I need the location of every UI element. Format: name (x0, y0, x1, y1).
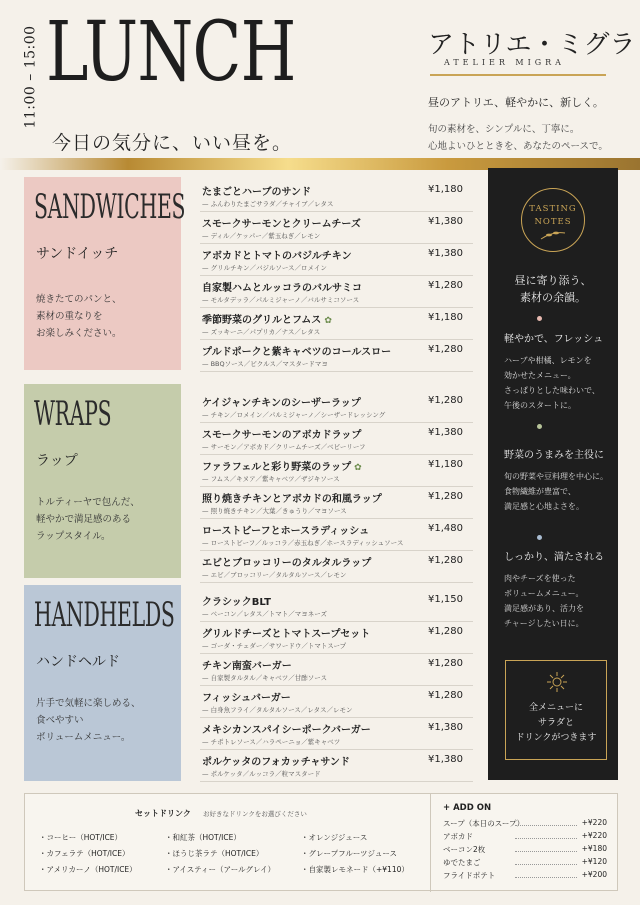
drink-option: ・オレンジジュース (301, 833, 368, 842)
menu-item-title: 季節野菜のグリルとフムス (202, 315, 322, 326)
menu-item-title: エビとブロッコリーのタルタルラップ (202, 558, 372, 569)
included-notice-box (505, 660, 607, 760)
category-panel-sandwiches (24, 177, 186, 370)
menu-item-title: たまごとハーブのサンド (202, 187, 311, 198)
category-description (36, 494, 176, 545)
desc-line: トルティーヤで包んだ、 (36, 497, 140, 508)
menu-item-name (202, 490, 382, 505)
panel-divider (430, 794, 431, 892)
drink-option: ・自家製レモネード（+¥110） (301, 865, 409, 874)
menu-item-ingredients: — 照り焼きチキン／大葉／きゅうり／マヨソース (202, 507, 347, 515)
menu-item-price: ¥1,180 (428, 312, 463, 323)
tasting-note (504, 330, 614, 413)
menu-item-ingredients: — ディル／ケッパー／紫玉ねぎ／レモン (202, 232, 321, 240)
menu-item-name (202, 183, 311, 198)
note-heading: しっかり、満たされる (504, 552, 604, 563)
menu-item (200, 244, 473, 276)
note-line: ハーブや柑橘、レモンを (504, 356, 592, 365)
menu-item-title: グリルドチーズとトマトスープセット (202, 629, 371, 640)
menu-item-price: ¥1,280 (428, 280, 463, 291)
note-line: 肉やチーズを使った (504, 574, 576, 583)
desc-line: 軽やかで満足感のある (36, 514, 132, 525)
menu-item-title: ローストビーフとホースラディッシュ (202, 526, 370, 537)
menu-item-ingredients: — サーモン／アボカド／クリームチーズ／ベビーリーフ (202, 443, 366, 451)
menu-item-price: ¥1,180 (428, 184, 463, 195)
menu-item-ingredients: — BBQソース／ピクルス／マスタードマヨ (202, 360, 328, 368)
addon-price: +¥220 (581, 818, 607, 827)
menu-item-title: スモークサーモンとクリームチーズ (202, 219, 361, 230)
menu-item-ingredients: — 自家製タルタル／キャベツ／甘酢ソース (202, 674, 327, 682)
menu-item-price: ¥1,150 (428, 594, 463, 605)
menu-item-price: ¥1,380 (428, 754, 463, 765)
desc-line: 焼きたてのパンと、 (36, 294, 122, 305)
menu-item-name (202, 522, 369, 537)
category-title-jp: ラップ (36, 453, 78, 469)
set-drink-title: セットドリンク (135, 809, 191, 818)
menu-item-price: ¥1,380 (428, 722, 463, 733)
menu-item-name (202, 279, 362, 294)
menu-item-ingredients: — 白身魚フライ／タルタルソース／レタス／レモン (202, 706, 353, 714)
menu-item-ingredients: — チキン／ロメイン／パルミジャーノ／シーザードレッシング (202, 411, 386, 419)
badge-line: TASTING (529, 204, 577, 214)
drink-option: ・アメリカーノ（HOT/ICE） (39, 865, 137, 874)
menu-item-name (202, 247, 352, 262)
menu-item (200, 654, 473, 686)
note-dot-icon (537, 316, 542, 321)
menu-item-name (202, 458, 362, 473)
hours-text: 11:00 – 15:00 (23, 25, 39, 129)
menu-item-ingredients: — チポトレソース／ハラペーニョ／紫キャベツ (202, 738, 341, 746)
drink-option: ・和紅茶（HOT/ICE） (165, 833, 241, 842)
leader-dots (515, 838, 577, 839)
page-title: LUNCH (46, 5, 296, 100)
leader-dots (515, 864, 577, 865)
intro-line: 心地よいひとときを、あなたのペースで。 (428, 141, 608, 152)
brand-name: アトリエ・ミグラ (428, 30, 636, 60)
menu-item (200, 590, 473, 622)
sun-icon (546, 671, 568, 693)
menu-item-name (202, 554, 371, 569)
menu-item-ingredients: — ベーコン／レタス／トマト／マヨネーズ (202, 610, 327, 618)
addon-price: +¥220 (581, 831, 607, 840)
vegetarian-leaf-icon: ✿ (324, 316, 332, 326)
menu-item-price: ¥1,280 (428, 690, 463, 701)
menu-item-price: ¥1,280 (428, 658, 463, 669)
menu-item-title: スモークサーモンのアボカドラップ (202, 430, 362, 441)
menu-item-price: ¥1,280 (428, 491, 463, 502)
menu-item-title: メキシカンスパイシーポークバーガー (202, 725, 371, 736)
menu-item-price: ¥1,380 (428, 427, 463, 438)
menu-item-name (202, 343, 391, 358)
note-line: さっぱりとした味わいで、 (504, 386, 600, 395)
menu-item (200, 180, 473, 212)
note-line: 効かせたメニュー。 (504, 371, 576, 380)
category-panel-handhelds (24, 585, 181, 781)
notice-line: ドリンクがつきます (515, 733, 597, 743)
menu-item-ingredients: — ゴーダ・チェダー／サワードウ／トマトスープ (202, 642, 347, 650)
note-dot-icon (537, 424, 542, 429)
addon-price: +¥120 (581, 857, 607, 866)
addon-item (443, 857, 611, 868)
addon-price: +¥200 (581, 870, 607, 879)
menu-item-name (202, 721, 371, 736)
menu-item-ingredients: — ふんわりたまごサラダ／チャイブ／レタス (202, 200, 334, 208)
menu-item (200, 212, 473, 244)
addon-name: ゆでたまご (443, 858, 481, 867)
menu-item-title: プルドポークと紫キャベツのコールスロー (202, 347, 392, 358)
menu-item (200, 750, 473, 782)
desc-line: 片手で気軽に楽しめる、 (36, 698, 141, 709)
category-title-jp: サンドイッチ (36, 246, 119, 262)
menu-item-title: ポルケッタのフォカッチャサンド (202, 757, 350, 768)
notice-line: 全メニューに (528, 703, 583, 713)
vegetarian-leaf-icon: ✿ (354, 463, 362, 473)
addon-name: ベーコン2枚 (443, 845, 486, 854)
drink-option: ・コーヒー（HOT/ICE） (39, 833, 123, 842)
desc-line: ラップスタイル。 (36, 531, 111, 542)
intro-body (428, 121, 628, 155)
tasting-note (504, 548, 614, 631)
drink-option: ・カフェラテ（HOT/ICE） (39, 849, 130, 858)
menu-item (200, 551, 473, 583)
addon-name: フライドポテト (443, 871, 496, 880)
menu-item (200, 622, 473, 654)
tagline: 今日の気分に、いい昼を。 (52, 132, 293, 154)
drink-option: ・ほうじ茶ラテ（HOT/ICE） (165, 849, 264, 858)
menu-item-price: ¥1,480 (428, 523, 463, 534)
menu-item (200, 686, 473, 718)
menu-item-title: フィッシュバーガー (202, 693, 291, 704)
menu-item (200, 340, 473, 372)
brand-subtitle: ATELIER MIGRA (444, 58, 565, 67)
note-line: 旬の野菜や豆料理を中心に。 (504, 472, 608, 481)
category-description (36, 695, 176, 746)
addon-name: スープ（本日のスープ） (443, 819, 525, 828)
addon-name: アボカド (443, 832, 473, 841)
intro-lead: 昼のアトリエ、軽やかに、新しく。 (428, 96, 604, 109)
leader-dots (515, 851, 577, 852)
menu-item-name (202, 311, 332, 326)
menu-item-name (202, 625, 370, 640)
menu-item-ingredients: — ポルケッタ／ルッコラ／粒マスタード (202, 770, 321, 778)
category-title-jp: ハンドヘルド (36, 654, 120, 670)
menu-item (200, 519, 473, 551)
leaf-branch-icon (539, 229, 567, 241)
included-notice-text (506, 701, 606, 746)
desc-line: 食べやすい (36, 715, 84, 726)
category-title-en: HANDHELDS (34, 595, 175, 635)
tasting-title (488, 272, 618, 306)
menu-item (200, 423, 473, 455)
notice-line: サラダと (538, 718, 574, 728)
menu-item (200, 455, 473, 487)
menu-item-title: ファラフェルと彩り野菜のラップ (202, 462, 352, 473)
addon-item (443, 844, 611, 855)
badge-line: NOTES (534, 217, 572, 227)
menu-item-ingredients: — ズッキーニ／パプリカ／ナス／レタス (202, 328, 321, 336)
hours-label (20, 22, 42, 132)
addon-item (443, 818, 611, 829)
menu-item (200, 276, 473, 308)
drink-option: ・アイスティー（アールグレイ） (165, 865, 276, 874)
tasting-notes-badge (521, 188, 585, 252)
menu-item-name (202, 657, 292, 672)
menu-item (200, 718, 473, 750)
menu-item-ingredients: — モルタデッラ／パルミジャーノ／バルサミコソース (202, 296, 360, 304)
addon-item (443, 870, 611, 881)
category-panel-wraps (24, 384, 181, 578)
menu-item-price: ¥1,380 (428, 216, 463, 227)
menu-item-title: 自家製ハムとルッコラのバルサミコ (202, 283, 362, 294)
menu-item-ingredients: — ローストビーフ／ルッコラ／赤玉ねぎ／ホースラディッシュソース (202, 539, 404, 547)
tasting-notes-panel (488, 168, 618, 780)
menu-item-price: ¥1,280 (428, 344, 463, 355)
intro-line: 旬の素材を、シンプルに、丁寧に。 (428, 124, 580, 135)
menu-item-price: ¥1,180 (428, 459, 463, 470)
desc-line: 素材の重なりを (36, 311, 103, 322)
category-title-en: WRAPS (34, 394, 112, 434)
addon-title: + ADD ON (443, 803, 492, 813)
menu-item (200, 487, 473, 519)
menu-item-price: ¥1,280 (428, 555, 463, 566)
note-line: 満足感があり、活力を (504, 604, 584, 613)
menu-item (200, 308, 473, 340)
note-line: 食物繊維が豊富で、 (504, 487, 576, 496)
menu-item-name (202, 215, 361, 230)
menu-item-title: ケイジャンチキンのシーザーラップ (202, 398, 361, 409)
brand-divider (430, 74, 606, 76)
addon-item (443, 831, 611, 842)
category-description (36, 291, 176, 342)
note-line: ボリュームメニュー。 (504, 589, 584, 598)
menu-item-name (202, 593, 271, 608)
desc-line: ボリュームメニュー。 (36, 732, 131, 743)
menu-item-price: ¥1,280 (428, 626, 463, 637)
menu-item-title: チキン南蛮バーガー (202, 661, 292, 672)
note-heading: 軽やかで、フレッシュ (504, 334, 604, 345)
menu-item (200, 391, 473, 423)
menu-item-title: クラシックBLT (202, 597, 271, 608)
menu-item-price: ¥1,280 (428, 395, 463, 406)
tasting-title-line: 昼に寄り添う、 (514, 274, 592, 287)
menu-item-ingredients: — グリルチキン／バジルソース／ロメイン (202, 264, 327, 272)
menu-item-price: ¥1,380 (428, 248, 463, 259)
set-drink-addon-panel (24, 793, 618, 891)
drink-option: ・グレープフルーツジュース (301, 849, 397, 858)
leader-dots (515, 877, 577, 878)
tasting-title-line: 素材の余韻。 (520, 291, 586, 304)
menu-item-name (202, 394, 361, 409)
menu-item-ingredients: — エビ／ブロッコリー／タルタルソース／レモン (202, 571, 347, 579)
menu-item-name (202, 753, 350, 768)
menu-item-title: アボカドとトマトのバジルチキン (202, 251, 352, 262)
note-line: 午後のスタートに。 (504, 401, 576, 410)
note-line: チャージしたい日に。 (504, 619, 584, 628)
desc-line: お楽しみください。 (36, 328, 122, 339)
category-title-en: SANDWICHES (34, 187, 186, 227)
menu-item-title: 照り焼きチキンとアボカドの和風ラップ (202, 494, 382, 505)
note-heading: 野菜のうまみを主役に (504, 450, 604, 461)
menu-item-name (202, 426, 361, 441)
addon-price: +¥180 (581, 844, 607, 853)
menu-item-ingredients: — フムス／キヌア／紫キャベツ／ザジキソース (202, 475, 340, 483)
menu-item-name (202, 689, 291, 704)
leader-dots (515, 825, 577, 826)
note-line: 満足感と心地よさを。 (504, 502, 584, 511)
note-dot-icon (537, 535, 542, 540)
tasting-note (504, 446, 614, 514)
set-drink-note: お好きなドリンクをお選びください (203, 810, 307, 818)
